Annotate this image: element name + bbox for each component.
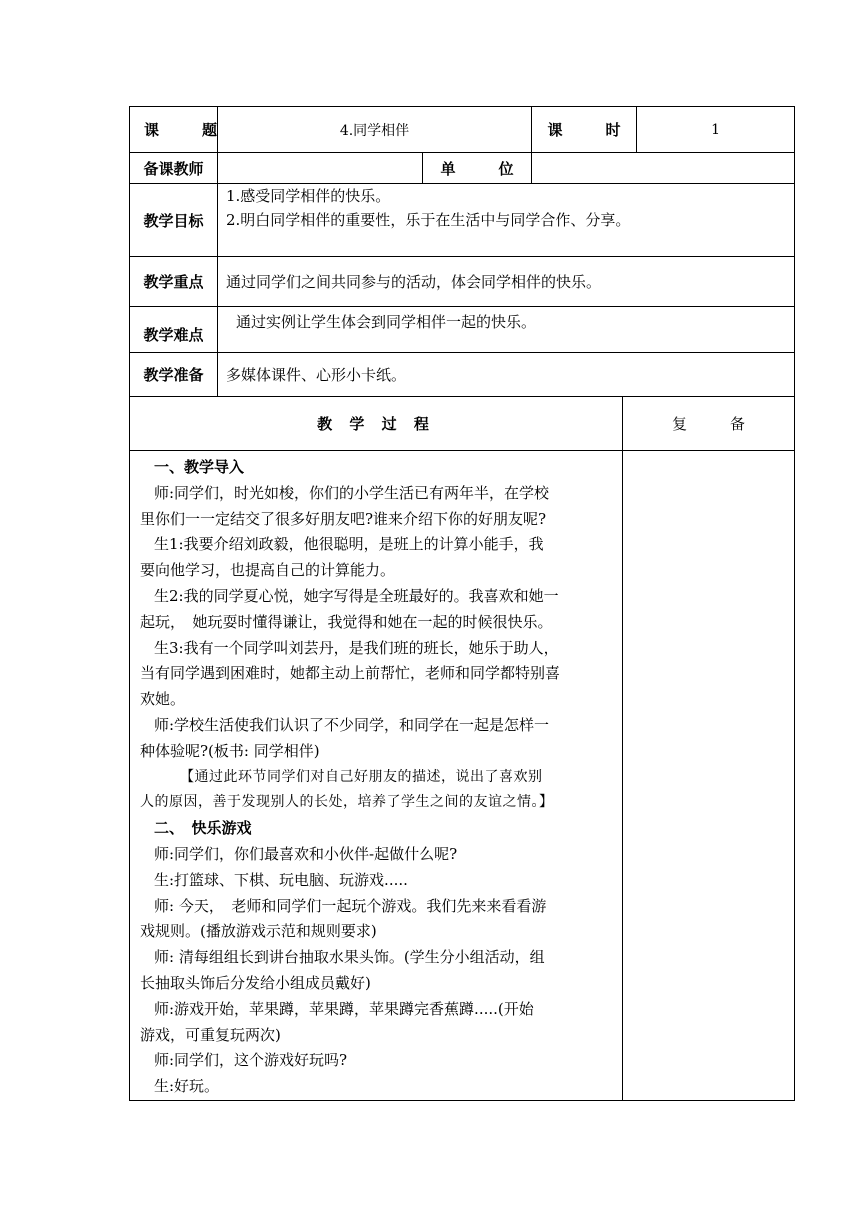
row-subject [130, 107, 795, 153]
process-line: 生:好玩。 [154, 1077, 220, 1096]
difficulties-text: 通过实例让学生体会到同学相伴一起的快乐。 [218, 307, 795, 353]
objectives-label: 教学目标 [130, 184, 218, 257]
preparation-label: 教学准备 [130, 353, 218, 397]
lesson-plan-table [129, 106, 795, 1101]
process-line: 生1:我要介绍刘政毅，他很聪明，是班上的计算小能手，我 [154, 535, 544, 554]
process-line: 生2:我的同学夏心悦，她字写得是全班最好的。我喜欢和她一 [154, 586, 559, 605]
row-preparation [130, 353, 795, 397]
row-key-points [130, 257, 795, 307]
review-label: 复 备 [623, 397, 795, 451]
row-teacher [130, 153, 795, 184]
objective-line: 1.感受同学相伴的快乐。 [226, 187, 391, 205]
process-line: 生:打篮球、下棋、玩电脑、玩游戏..... [154, 870, 408, 889]
key-points-label: 教学重点 [130, 257, 218, 307]
process-line: 要向他学习，也提高自己的计算能力。 [140, 561, 396, 580]
section-heading: 一、教学导入 [154, 458, 245, 476]
section-heading: 二、 快乐游戏 [154, 819, 252, 838]
process-line: 里你们一一定结交了很多好朋友吧?谁来介绍下你的好朋友呢? [140, 509, 547, 528]
process-line: 师:同学们，你们最喜欢和小伙伴-起做什么呢? [154, 844, 458, 863]
objectives-content [218, 184, 795, 257]
process-line: 生3:我有一个同学叫刘芸丹，是我们班的班长，她乐于助人， [154, 638, 559, 657]
row-objectives [130, 184, 795, 257]
process-line: 师:同学们，这个游戏好玩吗? [154, 1051, 348, 1070]
row-process-header [130, 397, 795, 451]
key-points-text: 通过同学们之间共同参与的活动，体会同学相伴的快乐。 [218, 257, 795, 307]
process-line: 起玩， 她玩耍时懂得谦让，我觉得和她在一起的时候很快乐。 [140, 612, 553, 631]
process-line: 师:学校生活使我们认识了不少同学，和同学在一起是怎样一 [154, 715, 550, 734]
process-line: 师:游戏开始，苹果蹲，苹果蹲，苹果蹲完香蕉蹲.....(开始 [154, 999, 534, 1018]
process-line: 师:同学们，时光如梭，你们的小学生活已有两年半，在学校 [154, 483, 550, 502]
process-label: 教 学 过 程 [130, 397, 623, 451]
review-notes-cell [623, 451, 795, 1101]
process-line: 师: 今天， 老师和同学们一起玩个游戏。我们先来来看看游 [154, 896, 547, 915]
subject-value: 4.同学相伴 [218, 107, 532, 153]
process-line: 当有同学遇到困难时，她都主动上前帮忙，老师和同学都特别喜 [140, 664, 561, 683]
process-line: 戏规则。(播放游戏示范和规则要求) [140, 922, 377, 941]
row-process-body [130, 451, 795, 1101]
process-content [130, 451, 623, 1101]
process-line: 师: 清每组组长到讲台抽取水果头饰。(学生分小组活动，组 [154, 948, 545, 967]
preparation-text: 多媒体课件、心形小卡纸。 [218, 353, 795, 397]
unit-label: 单 位 [423, 153, 532, 184]
difficulties-label: 教学难点 [130, 307, 218, 353]
process-line: 游戏，可重复玩两次) [140, 1025, 281, 1044]
design-note-line: 【通过此环节同学们对自己好朋友的描述，说出了喜欢别 [180, 768, 543, 785]
teacher-value [218, 153, 423, 184]
unit-value [532, 153, 795, 184]
teacher-label: 备课教师 [130, 153, 218, 184]
process-line: 种体验呢?(板书: 同学相伴) [140, 741, 320, 760]
period-label: 课 时 [532, 107, 637, 153]
objective-line: 2.明白同学相伴的重要性，乐于在生活中与同学合作、分享。 [226, 211, 631, 229]
design-note-line: 人的原因，善于发现别人的长处，培养了学生之间的友谊之情。】 [140, 794, 554, 811]
process-line: 长抽取头饰后分发给小组成员戴好) [140, 973, 371, 992]
period-value: 1 [637, 107, 795, 153]
row-difficulties [130, 307, 795, 353]
process-line: 欢她。 [140, 690, 186, 709]
subject-label: 课 题 [130, 107, 218, 153]
